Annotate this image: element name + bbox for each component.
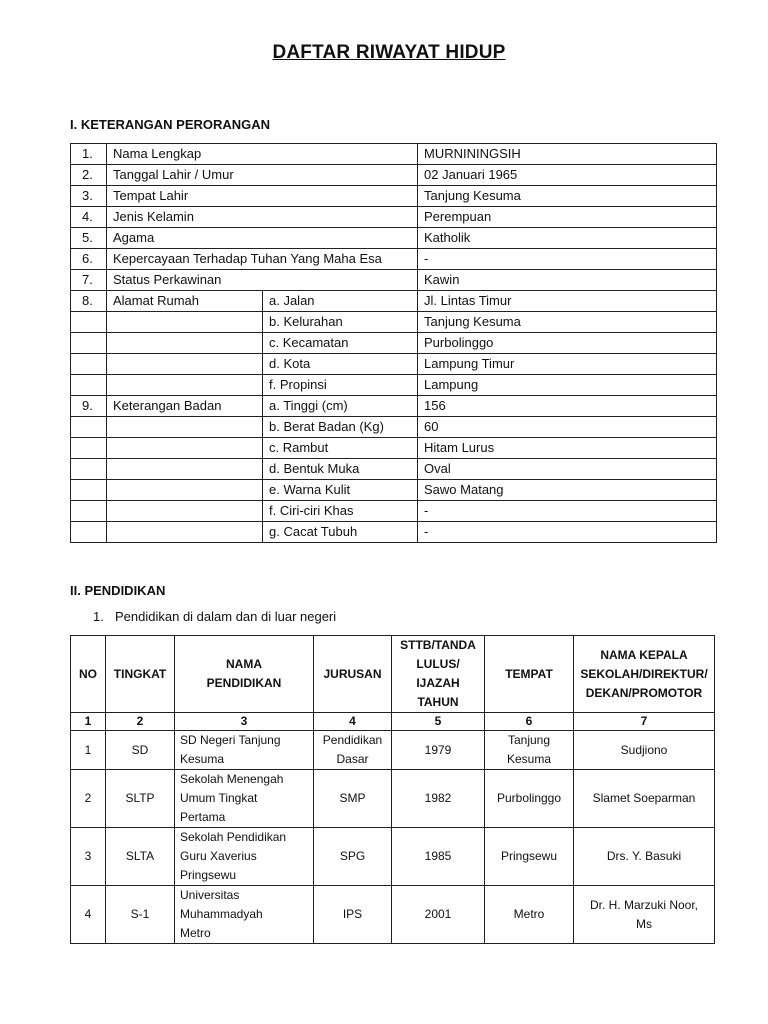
cell-jurusan	[314, 828, 392, 886]
cell-nama-kepala	[574, 731, 715, 770]
subheading-text: Pendidikan di dalam dan di luar negeri	[115, 609, 337, 624]
personal-info-row	[71, 186, 717, 207]
row-number: 7.	[71, 270, 107, 291]
personal-info-row	[71, 438, 717, 459]
field-value: MURNININGSIH	[418, 144, 717, 165]
cell-line: 2	[84, 791, 92, 805]
cell-line: NO	[79, 666, 97, 681]
education-table	[70, 635, 715, 944]
column-index: 2	[106, 713, 175, 731]
sub-field-label: e. Warna Kulit	[263, 480, 418, 501]
field-label	[107, 417, 263, 438]
cell-no	[71, 770, 106, 828]
cell-nama-pendidikan	[175, 828, 314, 886]
row-number	[71, 375, 107, 396]
education-table-header-row	[71, 636, 715, 713]
cell-tempat	[485, 770, 574, 828]
cell-tempat	[485, 731, 574, 770]
field-value: Lampung	[418, 375, 717, 396]
row-number	[71, 480, 107, 501]
cell-tahun	[392, 770, 485, 828]
header-no	[71, 636, 106, 713]
cell-tempat	[485, 886, 574, 944]
cell-line: Pendidikan	[322, 733, 383, 747]
cell-tahun	[392, 731, 485, 770]
cell-line: DEKAN/PROMOTOR	[585, 685, 703, 700]
cell-line: 3	[84, 849, 92, 863]
row-number: 6.	[71, 249, 107, 270]
personal-info-row	[71, 249, 717, 270]
row-number	[71, 522, 107, 543]
cell-line: Universitas	[180, 888, 240, 902]
personal-info-row	[71, 207, 717, 228]
cell-tingkat	[106, 828, 175, 886]
field-label: Agama	[107, 228, 418, 249]
row-number	[71, 417, 107, 438]
personal-info-row	[71, 459, 717, 480]
cell-no	[71, 886, 106, 944]
cell-nama-kepala	[574, 828, 715, 886]
cell-line: SLTA	[125, 849, 155, 863]
header-nama-kepala	[574, 636, 715, 713]
field-label: Kepercayaan Terhadap Tuhan Yang Maha Esa	[107, 249, 418, 270]
cell-line: Pertama	[180, 810, 226, 824]
cell-line: Guru Xaverius	[180, 849, 257, 863]
field-label: Jenis Kelamin	[107, 207, 418, 228]
field-value: 60	[418, 417, 717, 438]
field-label	[107, 312, 263, 333]
personal-info-table	[70, 143, 717, 543]
cell-line: Sekolah Pendidikan	[180, 830, 287, 844]
column-index: 7	[574, 713, 715, 731]
cell-line: Tanjung	[507, 733, 551, 747]
cell-line: Ms	[636, 916, 652, 931]
personal-info-row	[71, 270, 717, 291]
cell-line: NAMA	[226, 657, 262, 671]
education-row	[71, 886, 715, 944]
field-label	[107, 522, 263, 543]
cell-line: JURUSAN	[323, 666, 382, 681]
cell-line: Pringsewu	[180, 868, 237, 882]
personal-info-row	[71, 333, 717, 354]
cell-nama-pendidikan	[175, 886, 314, 944]
field-value: Katholik	[418, 228, 717, 249]
row-number: 4.	[71, 207, 107, 228]
education-row	[71, 731, 715, 770]
cell-line: Metro	[180, 926, 211, 940]
field-value: Jl. Lintas Timur	[418, 291, 717, 312]
personal-info-row	[71, 291, 717, 312]
cell-line: Sudjiono	[620, 742, 668, 757]
cell-line: Umum Tingkat	[180, 791, 258, 805]
cell-tingkat	[106, 731, 175, 770]
cell-no	[71, 828, 106, 886]
field-label	[107, 501, 263, 522]
education-subheading	[93, 609, 336, 624]
cell-line: STTB/TANDA	[400, 638, 476, 652]
document-title: DAFTAR RIWAYAT HIDUP	[272, 42, 506, 63]
column-index: 6	[485, 713, 574, 731]
cell-tempat	[485, 828, 574, 886]
cell-line: SLTP	[125, 791, 155, 805]
cell-line: NAMA KEPALA	[600, 647, 688, 662]
cell-tingkat	[106, 770, 175, 828]
sub-field-label: g. Cacat Tubuh	[263, 522, 418, 543]
row-number	[71, 354, 107, 375]
field-label	[107, 459, 263, 480]
row-number	[71, 333, 107, 354]
cell-nama-pendidikan	[175, 731, 314, 770]
personal-info-row	[71, 375, 717, 396]
row-number	[71, 438, 107, 459]
cell-line: Muhammadyah	[180, 907, 263, 921]
cell-line: SD	[131, 742, 149, 757]
row-number: 8.	[71, 291, 107, 312]
field-label: Keterangan Badan	[107, 396, 263, 417]
column-index: 3	[175, 713, 314, 731]
field-value: Lampung Timur	[418, 354, 717, 375]
field-label: Tempat Lahir	[107, 186, 418, 207]
cell-line: Sekolah Menengah	[180, 772, 284, 786]
cell-line: 1982	[424, 791, 452, 805]
cell-line: 2001	[424, 907, 452, 921]
cell-line: IJAZAH	[416, 676, 460, 690]
personal-info-row	[71, 480, 717, 501]
sub-field-label: f. Ciri-ciri Khas	[263, 501, 418, 522]
cell-line: IPS	[342, 907, 363, 921]
sub-field-label: b. Berat Badan (Kg)	[263, 417, 418, 438]
cell-tahun	[392, 828, 485, 886]
cell-line: SPG	[339, 849, 366, 863]
header-tahun	[392, 636, 485, 713]
cell-line: Kesuma	[180, 752, 225, 766]
cell-line: SD Negeri Tanjung	[180, 733, 281, 747]
section-heading-personal-info: I. KETERANGAN PERORANGAN	[70, 117, 271, 132]
sub-field-label: d. Bentuk Muka	[263, 459, 418, 480]
cell-line: 1	[84, 742, 92, 757]
column-index-row	[71, 713, 715, 731]
personal-info-row	[71, 312, 717, 333]
row-number: 5.	[71, 228, 107, 249]
header-nama-pendidikan	[175, 636, 314, 713]
column-index: 1	[71, 713, 106, 731]
personal-info-row	[71, 144, 717, 165]
cell-line: TAHUN	[417, 695, 459, 709]
cell-line: Slamet Soeparman	[592, 791, 696, 805]
personal-info-row	[71, 354, 717, 375]
cell-nama-kepala	[574, 770, 715, 828]
field-value: Tanjung Kesuma	[418, 186, 717, 207]
cell-tingkat	[106, 886, 175, 944]
personal-info-row	[71, 396, 717, 417]
cell-line: TINGKAT	[113, 666, 167, 681]
sub-field-label: f. Propinsi	[263, 375, 418, 396]
cell-line: LULUS/	[416, 657, 460, 671]
row-number	[71, 459, 107, 480]
field-value: -	[418, 249, 717, 270]
row-number: 1.	[71, 144, 107, 165]
subheading-number: 1.	[93, 609, 104, 624]
cell-line: Pringsewu	[500, 849, 558, 863]
cell-line: SEKOLAH/DIREKTUR/	[580, 666, 708, 681]
row-number: 9.	[71, 396, 107, 417]
cell-nama-kepala	[574, 886, 715, 944]
cell-line: PENDIDIKAN	[206, 676, 282, 690]
field-value: Sawo Matang	[418, 480, 717, 501]
row-number: 3.	[71, 186, 107, 207]
field-value: Perempuan	[418, 207, 717, 228]
personal-info-row	[71, 165, 717, 186]
field-label	[107, 375, 263, 396]
field-value: 156	[418, 396, 717, 417]
field-value: Kawin	[418, 270, 717, 291]
field-label: Nama Lengkap	[107, 144, 418, 165]
field-label: Status Perkawinan	[107, 270, 418, 291]
sub-field-label: c. Rambut	[263, 438, 418, 459]
sub-field-label: a. Jalan	[263, 291, 418, 312]
row-number: 2.	[71, 165, 107, 186]
personal-info-row	[71, 417, 717, 438]
cell-jurusan	[314, 731, 392, 770]
row-number	[71, 312, 107, 333]
field-label	[107, 438, 263, 459]
cell-no	[71, 731, 106, 770]
sub-field-label: b. Kelurahan	[263, 312, 418, 333]
personal-info-row	[71, 501, 717, 522]
field-value: Hitam Lurus	[418, 438, 717, 459]
field-value: Tanjung Kesuma	[418, 312, 717, 333]
column-index: 4	[314, 713, 392, 731]
field-label: Alamat Rumah	[107, 291, 263, 312]
cell-line: Purbolinggo	[496, 791, 562, 805]
column-index: 5	[392, 713, 485, 731]
field-value: Oval	[418, 459, 717, 480]
education-row	[71, 770, 715, 828]
field-value: 02 Januari 1965	[418, 165, 717, 186]
row-number	[71, 501, 107, 522]
personal-info-row	[71, 522, 717, 543]
section-heading-education: II. PENDIDIKAN	[70, 583, 166, 598]
cell-line: Metro	[513, 907, 545, 921]
cell-line: Dr. H. Marzuki Noor,	[589, 897, 699, 912]
sub-field-label: a. Tinggi (cm)	[263, 396, 418, 417]
field-value: Purbolinggo	[418, 333, 717, 354]
education-row	[71, 828, 715, 886]
field-label	[107, 480, 263, 501]
field-label	[107, 333, 263, 354]
cell-line: SMP	[339, 791, 366, 805]
header-tempat	[485, 636, 574, 713]
field-value: -	[418, 501, 717, 522]
field-label	[107, 354, 263, 375]
cell-line: 1979	[424, 742, 452, 757]
sub-field-label: c. Kecamatan	[263, 333, 418, 354]
cell-line: Kesuma	[506, 752, 552, 766]
personal-info-row	[71, 228, 717, 249]
cell-jurusan	[314, 770, 392, 828]
sub-field-label: d. Kota	[263, 354, 418, 375]
cell-line: Dasar	[336, 752, 369, 766]
field-label: Tanggal Lahir / Umur	[107, 165, 418, 186]
header-jurusan	[314, 636, 392, 713]
cell-jurusan	[314, 886, 392, 944]
cell-line: 1985	[424, 849, 452, 863]
cell-tahun	[392, 886, 485, 944]
cell-line: TEMPAT	[505, 666, 553, 681]
cell-nama-pendidikan	[175, 770, 314, 828]
cell-line: Drs. Y. Basuki	[606, 849, 682, 863]
header-tingkat	[106, 636, 175, 713]
cell-line: 4	[84, 907, 92, 921]
cell-line: S-1	[130, 907, 150, 921]
field-value: -	[418, 522, 717, 543]
